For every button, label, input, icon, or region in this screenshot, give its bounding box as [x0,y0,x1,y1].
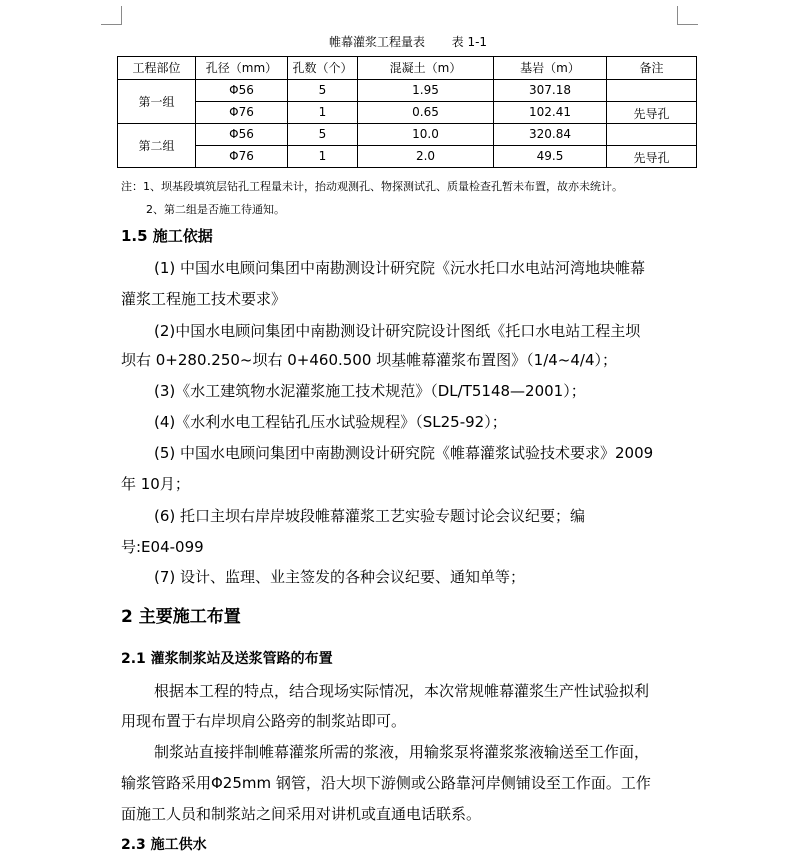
header-cell-remark: 备注 [607,57,697,80]
paragraph-line: 制浆站直接拌制帷幕灌浆所需的浆液，用输浆泵将灌浆浆液输送至工作面， [154,743,650,761]
crop-mark-top-right [677,6,678,24]
table-note: 注：1、坝基段填筑层钻孔工程量未计，抬动观测孔、物探测试孔、质量检查孔暂未布置，故亦未统计。 [121,180,623,193]
group-name-cell: 第一组 [118,80,196,124]
paragraph-line: 输浆管路采用Φ25mm 钢管，沿大坝下游侧或公路靠河岸侧铺设至工作面。工作 [121,774,651,792]
bedrock-cell: 102.41 [494,102,607,124]
remark-cell [607,80,697,102]
concrete-cell: 1.95 [358,80,494,102]
table-note: 2、第二组是否施工待通知。 [146,203,285,216]
paragraph-line: (5) 中国水电顾问集团中南勘测设计研究院《帷幕灌浆试验技术要求》2009 [154,444,654,462]
paragraph-line: (4)《水利水电工程钻孔压水试验规程》（SL25-92）； [154,413,507,431]
paragraph-line: 坝右 0+280.250~坝右 0+460.500 坝基帷幕灌浆布置图》（1/4~4/4）； [121,351,618,369]
header-cell-bedrock: 基岩（m） [494,57,607,80]
paragraph-line: 面施工人员和制浆站之间采用对讲机或直通电话联系。 [121,805,482,823]
paragraph-line: 号:E04-099 [121,538,204,556]
section-heading-2: 2 主要施工布置 [121,607,241,627]
paragraph-line: (1) 中国水电顾问集团中南勘测设计研究院《沅水托口水电站河湾地块帷幕 [154,259,646,277]
paragraph-line: 根据本工程的特点，结合现场实际情况，本次常规帷幕灌浆生产性试验拟利 [154,682,650,700]
count-cell: 5 [288,80,358,102]
header-cell-count: 孔数（个） [288,57,358,80]
concrete-cell: 2.0 [358,146,494,168]
header-cell-part: 工程部位 [118,57,196,80]
bedrock-cell: 320.84 [494,124,607,146]
table-caption: 帷幕灌浆工程量表 表 1-1 [328,35,488,49]
paragraph-line: (2)中国水电顾问集团中南勘测设计研究院设计图纸《托口水电站工程主坝 [154,322,641,340]
paragraph-line: (3)《水工建筑物水泥灌浆施工技术规范》（DL/T5148—2001）； [154,382,586,400]
concrete-cell: 0.65 [358,102,494,124]
section-heading-2-1: 2.1 灌浆制浆站及送浆管路的布置 [121,651,333,667]
remark-cell [607,124,697,146]
paragraph-line: (6) 托口主坝右岸岸坡段帷幕灌浆工艺实验专题讨论会议纪要；编 [154,507,586,525]
paragraph-line: 用现布置于右岸坝肩公路旁的制浆站即可。 [121,712,407,730]
remark-cell: 先导孔 [607,146,697,168]
bedrock-cell: 49.5 [494,146,607,168]
table-row [118,146,697,168]
crop-mark-top-left [101,24,122,25]
section-heading-2-3: 2.3 施工供水 [121,837,207,853]
header-cell-diameter: 孔径（mm） [196,57,288,80]
diameter-cell: Φ76 [196,146,288,168]
table-row [118,102,697,124]
count-cell: 1 [288,146,358,168]
remark-cell: 先导孔 [607,102,697,124]
concrete-cell: 10.0 [358,124,494,146]
crop-mark-top-right [677,24,698,25]
count-cell: 1 [288,102,358,124]
section-heading-1-5: 1.5 施工依据 [121,227,213,245]
diameter-cell: Φ76 [196,102,288,124]
table-row [118,80,697,102]
header-cell-concrete: 混凝土（m） [358,57,494,80]
paragraph-line: 年 10月； [121,475,190,493]
bedrock-cell: 307.18 [494,80,607,102]
paragraph-line: 灌浆工程施工技术要求》 [121,290,287,308]
grouting-quantity-table [117,56,697,168]
paragraph-line: (7) 设计、监理、业主签发的各种会议纪要、通知单等； [154,568,526,586]
table-header-row [118,57,697,80]
diameter-cell: Φ56 [196,124,288,146]
count-cell: 5 [288,124,358,146]
diameter-cell: Φ56 [196,80,288,102]
table-row [118,124,697,146]
group-name-cell: 第二组 [118,124,196,168]
crop-mark-top-left [121,6,122,24]
